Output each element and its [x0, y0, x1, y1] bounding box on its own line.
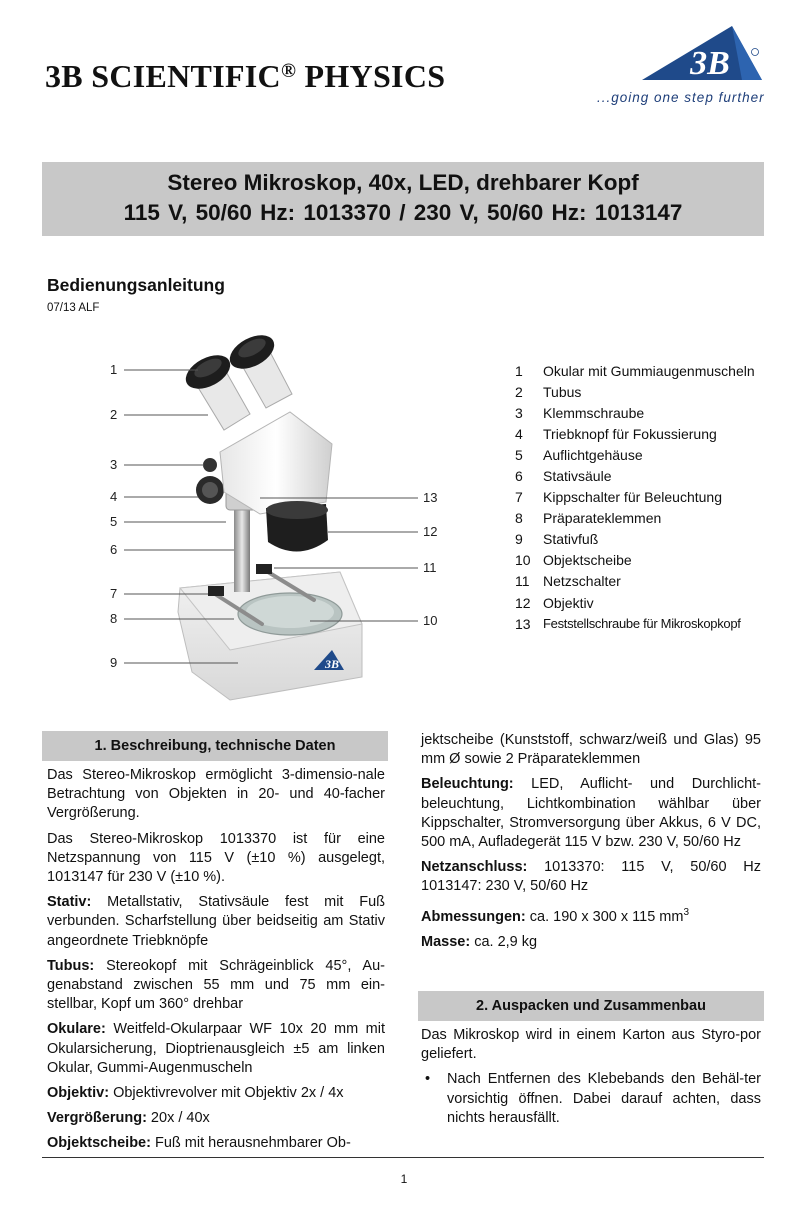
legend-item: 9 Stativfuß: [515, 531, 599, 548]
callout-12: 12: [423, 524, 438, 539]
spec-objektiv: Objektiv: Objektivrevolver mit Objektiv 2x / 4x: [47, 1085, 344, 1102]
spec-objektscheibe: Objektscheibe: Fuß mit herausnehmbarer Ob-: [47, 1135, 351, 1152]
callout-4: 4: [110, 489, 118, 504]
legend-item: 4 Triebknopf für Fokussierung: [515, 425, 717, 442]
spec-masse: Masse: ca. 2,9 kg: [421, 933, 538, 950]
product-title: Stereo Mikroskop, 40x, LED, drehbarer Kopf: [167, 170, 639, 195]
legend-item: 11 Netzschalter: [515, 573, 621, 590]
spec-abmessungen: Abmessungen: ca. 190 x 300 x 115 $mm^3$: [421, 906, 690, 925]
callout-10: 10: [423, 613, 438, 628]
spec-tubus: Tubus: Stereokopf mit Schrägeinblick 45°, Au-genabstand zwischen 55 mm und 75 mm ein-stellbar, Kopf um 360° drehbar: [47, 957, 385, 1013]
section-2-heading: 2. Auspacken und Zusammenbau: [418, 991, 764, 1021]
spec-beleuchtung: Beleuchtung: LED, Auflicht- und Durchlicht-beleuchtung, Lichtkombination wählbar über Kippschalter, Stromversorgung über Akkus, 6 V DC, 500 mA, Aufladegerät 115 V bzw. 230 V, 50/60 Hz: [421, 776, 761, 851]
intro-paragraph: Das Stereo-Mikroskop ermöglicht 3-dimensio-nale Betrachtung von Objekten in 20- und 40-facher Vergrößerung.: [47, 767, 385, 822]
page-number: 1: [400, 1172, 408, 1186]
callout-1: 1: [110, 362, 118, 377]
spec-netzanschluss: Netzanschluss: 1013370: 115 V, 50/60 Hz 1013147: 230 V, 50/60 Hz: [421, 859, 761, 895]
document-type: Bedienungsanleitung: [47, 275, 225, 295]
legend-item: 12 Objektiv: [515, 594, 594, 611]
legend-item: 2 Tubus: [515, 383, 582, 400]
right-column: [421, 731, 761, 958]
legend-item: 8 Präparateklemmen: [515, 510, 662, 527]
registered-mark: ®: [280, 60, 297, 82]
footer-divider: [42, 1157, 764, 1158]
left-column: [47, 766, 385, 1160]
callout-6: 6: [110, 542, 118, 557]
voltage-paragraph: Das Stereo-Mikroskop 1013370 ist für eine Netzspannung von 115 V (±10 %) ausgelegt, 1013147 für 230 V (±10 %).: [47, 830, 385, 886]
spec-vergroesserung: Vergrößerung: 20x / 40x: [47, 1110, 210, 1127]
callout-9: 9: [110, 655, 118, 670]
tagline: ...going one step further: [597, 90, 765, 105]
spec-okulare: Okulare: Weitfeld-Okularpaar WF 10x 20 mm mit Okularsicherung, Dioptrienausgleich ±5 am linken Okular, Gummi-Augenmuscheln: [47, 1021, 385, 1076]
microscope-illustration: [100, 332, 460, 704]
unpacking-list: [421, 1070, 761, 1128]
callout-11: 11: [423, 560, 437, 575]
callout-8: 8: [110, 611, 118, 626]
callout-5: 5: [110, 514, 118, 529]
callout-7: 7: [110, 586, 118, 601]
legend-item: 1 Okular mit Gummiaugenmuscheln: [515, 362, 755, 379]
list-item: • Nach Entfernen des Klebebands den Behäl-ter vorsichtig öffnen. Dabei darauf achten, dass nichts herausfällt.: [425, 1071, 761, 1126]
section-2-body: [421, 1026, 761, 1128]
document-code: 07/13 ALF: [47, 302, 100, 314]
callout-13: 13: [423, 490, 438, 505]
callout-3: 3: [110, 457, 118, 472]
base-logo-text: 3B: [324, 657, 340, 671]
legend-item: 5 Auflichtgehäuse: [515, 446, 643, 463]
section-1-heading: 1. Beschreibung, technische Daten: [42, 731, 388, 761]
legend-item: 13 Feststellschraube für Mikroskopkopf: [515, 615, 741, 632]
callout-2: 2: [110, 407, 118, 422]
title-box: [42, 162, 764, 236]
legend-item: 3 Klemmschraube: [515, 404, 645, 421]
spec-stativ: Stativ: Metallstativ, Stativsäule fest mit Fuß verbunden. Scharfstellung über beidseitig am Stativ angeordnete Triebknöpfe: [47, 894, 385, 949]
parts-legend: [515, 360, 775, 634]
legend-item: 10 Objektscheibe: [515, 552, 632, 569]
logo-text: 3B: [690, 45, 730, 82]
legend-item: 6 Stativsäule: [515, 468, 612, 485]
product-numbers: 115 V, 50/60 Hz: 1013370 / 230 V, 50/60 Hz: 1013147: [123, 200, 683, 225]
legend-item: 7 Kippschalter für Beleuchtung: [515, 489, 722, 506]
brand-title: 3B SCIENTIFIC® PHYSICS: [45, 58, 446, 94]
packaging-paragraph: Das Mikroskop wird in einem Karton aus Styro-por geliefert.: [421, 1027, 761, 1063]
spec-objektscheibe-cont: jektscheibe (Kunststoff, schwarz/weiß und Glas) 95 mm Ø sowie 2 Präparateklemmen: [421, 732, 761, 768]
